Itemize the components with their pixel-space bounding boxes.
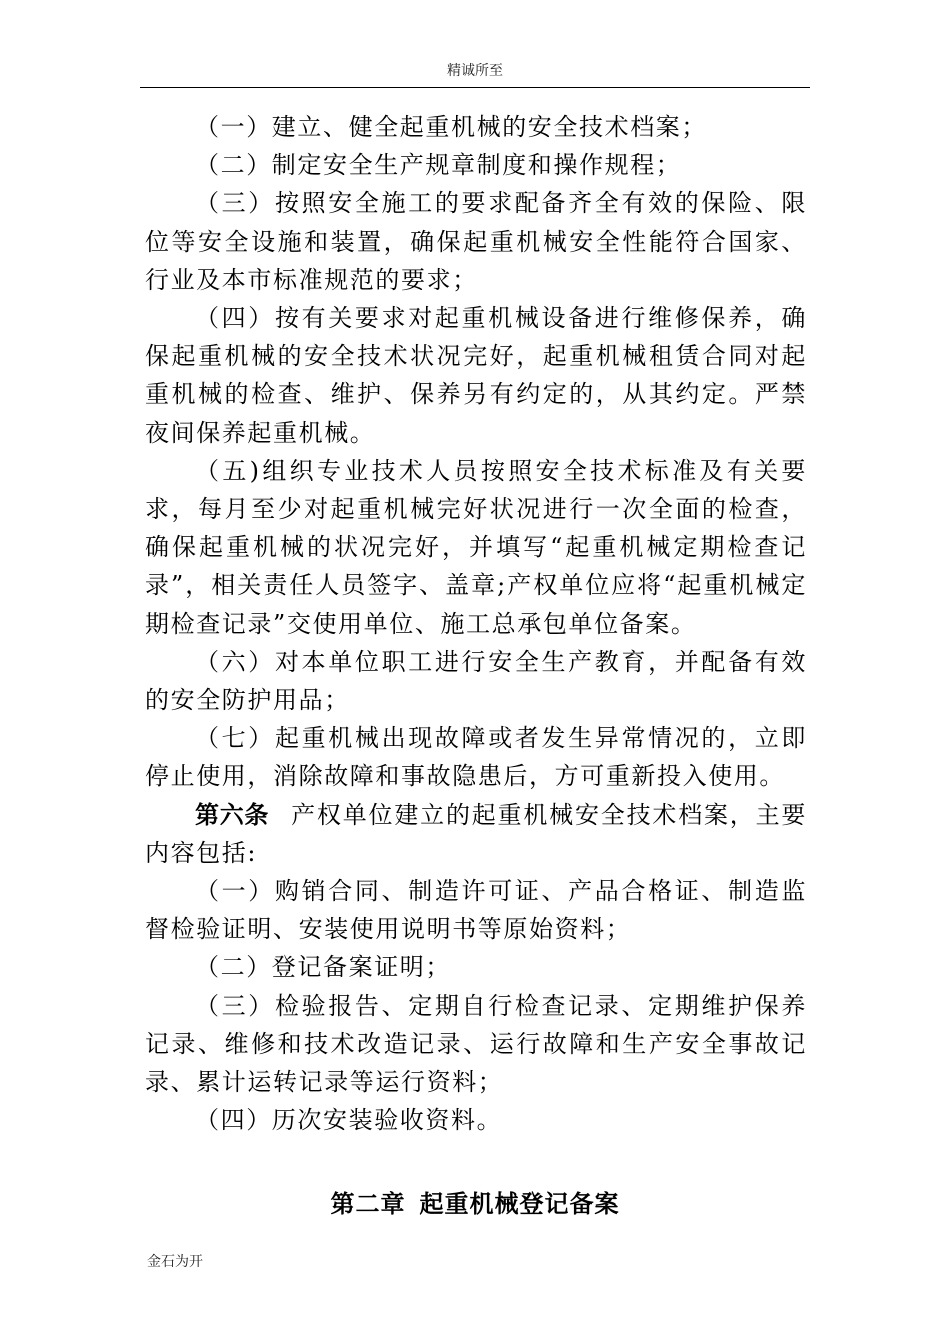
article-6-item-1: （一）购销合同、制造许可证、产品合格证、制造监督检验证明、安装使用说明书等原始资料； [145, 877, 807, 944]
document-body [145, 108, 807, 1139]
article-6-text: 产权单位建立的起重机械安全技术档案，主要内容包括: [145, 800, 808, 867]
article-6-label: 第六条 [195, 799, 270, 829]
clause-3: （三）按照安全施工的要求配备齐全有效的保险、限位等安全设施和装置，确保起重机械安全性能符合国家、行业及本市标准规范的要求； [145, 189, 807, 294]
article-6-item-4: （四）历次安装验收资料。 [195, 1106, 503, 1135]
page-header: 精诚所至 [447, 63, 503, 79]
clause-4: （四）按有关要求对起重机械设备进行维修保养，确保起重机械的安全技术状况完好，起重机械租赁合同对起重机械的检查、维护、保养另有约定的，从其约定。严禁夜间保养起重机械。 [145, 304, 807, 447]
page-footer: 金石为开 [147, 1254, 203, 1270]
chapter-title: 起重机械登记备案 [419, 1190, 620, 1218]
header-divider [140, 87, 810, 88]
clause-5: （五)组织专业技术人员按照安全技术标准及有关要求，每月至少对起重机械完好状况进行一次全面的检查，确保起重机械的状况完好，并填写“起重机械定期检查记录”，相关责任人员签字、盖章;产权单位应将“起重机械定期检查记录”交使用单位、施工总承包单位备案。 [145, 456, 807, 638]
clause-7: （七）起重机械出现故障或者发生异常情况的，立即停止使用，消除故障和事故隐患后，方可重新投入使用。 [145, 724, 807, 791]
article-6 [145, 796, 807, 872]
article-6-item-3: （三）检验报告、定期自行检查记录、定期维护保养记录、维修和技术改造记录、运行故障和生产安全事故记录、累计运转记录等运行资料； [145, 991, 807, 1097]
article-6-item-2: （二）登记备案证明； [195, 953, 451, 982]
chapter-heading [0, 1187, 950, 1221]
clause-1: （一）建立、健全起重机械的安全技术档案； [195, 113, 707, 141]
chapter-number: 第二章 [330, 1190, 406, 1218]
clause-6: （六）对本单位职工进行安全生产教育，并配备有效的安全防护用品； [145, 647, 807, 715]
clause-2: （二）制定安全生产规章制度和操作规程； [195, 151, 682, 180]
